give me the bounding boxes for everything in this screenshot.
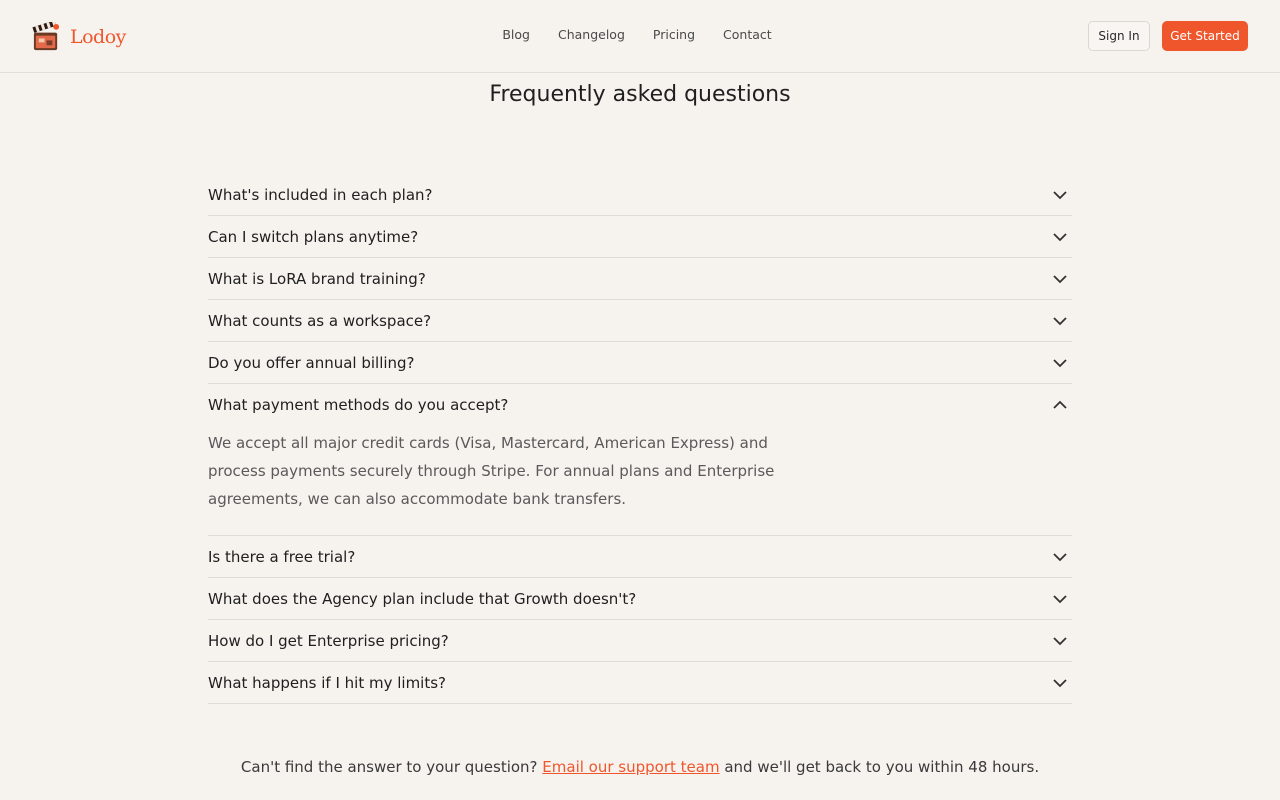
- chevron-down-icon: [1052, 591, 1068, 607]
- faq-item: [208, 342, 1072, 384]
- faq-question-text: How do I get Enterprise pricing?: [208, 631, 449, 650]
- faq-item: [208, 216, 1072, 258]
- faq-question[interactable]: [208, 620, 1072, 661]
- chevron-down-icon: [1052, 675, 1068, 691]
- chevron-down-icon: [1052, 271, 1068, 287]
- email-support-link[interactable]: Email our support team: [542, 758, 720, 776]
- page-title: Frequently asked questions: [489, 82, 791, 107]
- faq-item: [208, 620, 1072, 662]
- sign-in-button[interactable]: Sign In: [1088, 21, 1150, 51]
- faq-question-text: What does the Agency plan include that Growth doesn't?: [208, 589, 637, 608]
- faq-item: [208, 536, 1072, 578]
- faq-question[interactable]: [208, 536, 1072, 577]
- faq-question-text: Can I switch plans anytime?: [208, 227, 419, 246]
- faq-question-text: Do you offer annual billing?: [208, 353, 415, 372]
- faq-question-text: What counts as a workspace?: [208, 311, 432, 330]
- faq-question[interactable]: [208, 216, 1072, 257]
- faq-question-text: What happens if I hit my limits?: [208, 673, 447, 692]
- support-note: [0, 758, 1280, 776]
- faq-question[interactable]: [208, 300, 1072, 341]
- faq-question[interactable]: [208, 258, 1072, 299]
- support-note-after: and we'll get back to you within 48 hours.: [719, 758, 1040, 776]
- top-navbar: [0, 0, 1280, 73]
- chevron-down-icon: [1052, 187, 1068, 203]
- faq-item-open: [208, 384, 1072, 536]
- faq-item: [208, 258, 1072, 300]
- faq-question[interactable]: [208, 342, 1072, 383]
- support-note-before: Can't find the answer to your question?: [240, 758, 543, 776]
- chevron-down-icon: [1052, 229, 1068, 245]
- get-started-button[interactable]: Get Started: [1162, 21, 1248, 51]
- faq-question-text: Is there a free trial?: [208, 547, 356, 566]
- nav-link-blog[interactable]: Blog: [502, 27, 530, 42]
- faq-question-text: What is LoRA brand training?: [208, 269, 426, 288]
- faq-question-text: What payment methods do you accept?: [208, 395, 509, 414]
- faq-question[interactable]: [208, 578, 1072, 619]
- nav-link-contact[interactable]: Contact: [723, 27, 772, 42]
- logo-text: Lodoy: [70, 25, 126, 48]
- faq-accordion: [208, 174, 1072, 704]
- nav-link-pricing[interactable]: Pricing: [652, 27, 696, 42]
- chevron-down-icon: [1052, 633, 1068, 649]
- faq-item: [208, 662, 1072, 704]
- faq-question[interactable]: [208, 384, 1072, 425]
- faq-item: [208, 578, 1072, 620]
- chevron-down-icon: [1052, 313, 1068, 329]
- chevron-down-icon: [1052, 549, 1068, 565]
- faq-question-text: What's included in each plan?: [208, 185, 433, 204]
- faq-answer: We accept all major credit cards (Visa, Mastercard, American Express) and process payments securely through Stripe. For annual plans and Enterprise agreements, we can also accommodate bank transfers.: [208, 434, 775, 508]
- chevron-down-icon: [1052, 355, 1068, 371]
- faq-item: [208, 300, 1072, 342]
- faq-item: [208, 174, 1072, 216]
- faq-question[interactable]: [208, 174, 1072, 215]
- nav-link-changelog[interactable]: Changelog: [557, 27, 625, 42]
- faq-question[interactable]: [208, 662, 1072, 703]
- chevron-up-icon: [1052, 397, 1068, 413]
